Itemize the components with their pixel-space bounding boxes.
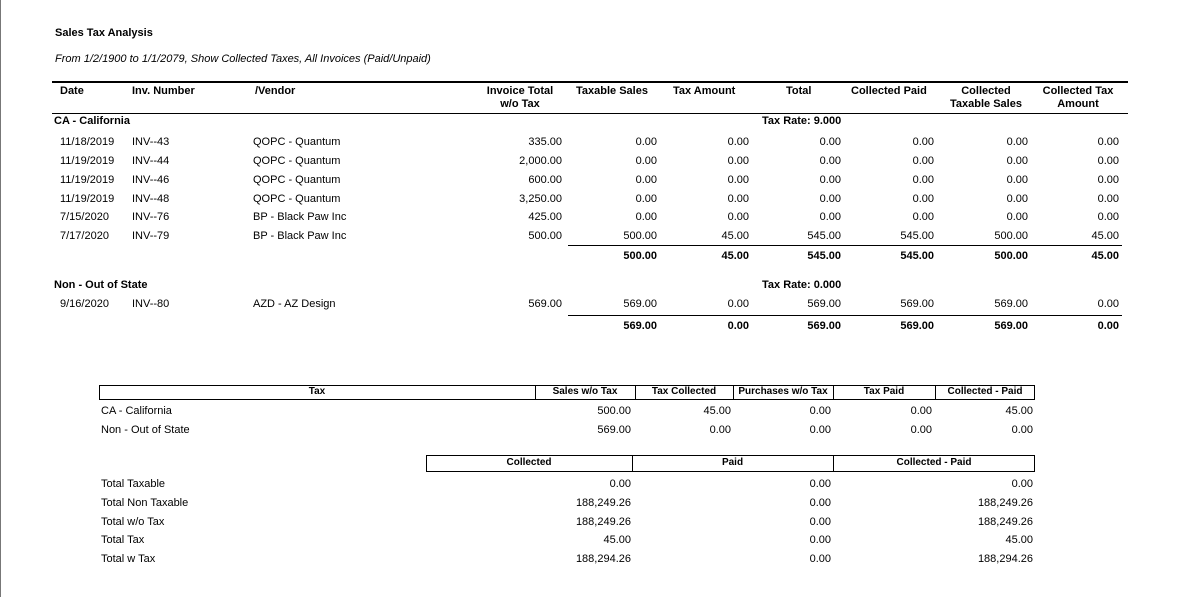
summary-col-tax-paid: Tax Paid [863, 386, 905, 397]
totals-col-paid: Paid [721, 457, 744, 468]
cell-collected-paid: 569.00 [900, 298, 934, 310]
summary-sales-wo-tax: 500.00 [597, 405, 631, 417]
totals-collected-paid: 188,249.26 [977, 516, 1033, 528]
cell-tax-amount: 0.00 [727, 155, 749, 167]
cell-collected-paid: 0.00 [912, 136, 934, 148]
cell-collected-tax: 0.00 [1097, 193, 1119, 205]
total-total: 569.00 [807, 320, 841, 332]
cell-tax-amount: 0.00 [727, 136, 749, 148]
totals-label: Total Tax [101, 534, 145, 546]
cell-total: 0.00 [819, 136, 841, 148]
header-bottom-rule [52, 113, 1128, 114]
cell-date: 9/16/2020 [60, 298, 109, 310]
group-total-rule [568, 245, 1122, 246]
totals-row [0, 553, 1190, 571]
totals-collected-paid: 188,294.26 [977, 553, 1033, 565]
totals-paid: 0.00 [809, 478, 831, 490]
summary-tax-paid: 0.00 [910, 424, 932, 436]
cell-taxable-sales: 0.00 [635, 155, 657, 167]
cell-total: 0.00 [819, 174, 841, 186]
table-row [0, 211, 1190, 229]
totals-paid: 0.00 [809, 516, 831, 528]
total-collected-taxable: 569.00 [994, 320, 1028, 332]
cell-vendor: AZD - AZ Design [253, 298, 336, 310]
col-collected-taxable-line2: Taxable Sales [950, 98, 1022, 110]
cell-inv: INV--80 [132, 298, 170, 310]
col-inv-number: Inv. Number [132, 85, 195, 97]
group-total-row [0, 320, 1190, 338]
group-name: Non - Out of State [54, 279, 148, 291]
group-name: CA - California [54, 115, 130, 127]
cell-collected-paid: 0.00 [912, 174, 934, 186]
total-total: 545.00 [807, 250, 841, 262]
cell-invoice-total: 335.00 [528, 136, 562, 148]
group-total-rule [568, 315, 1122, 316]
cell-taxable-sales: 500.00 [623, 230, 657, 242]
total-collected-tax: 45.00 [1091, 250, 1119, 262]
cell-total: 545.00 [807, 230, 841, 242]
table-row [0, 136, 1190, 154]
total-tax-amount: 0.00 [727, 320, 749, 332]
cell-inv: INV--48 [132, 193, 170, 205]
totals-label: Total w Tax [101, 553, 156, 565]
cell-collected-taxable: 0.00 [1006, 211, 1028, 223]
totals-row [0, 534, 1190, 552]
cell-vendor: QOPC - Quantum [253, 174, 341, 186]
totals-collected: 188,249.26 [575, 497, 631, 509]
totals-row [0, 516, 1190, 534]
cell-collected-tax: 0.00 [1097, 298, 1119, 310]
cell-collected-taxable: 0.00 [1006, 136, 1028, 148]
total-taxable-sales: 500.00 [623, 250, 657, 262]
summary-sales-wo-tax: 569.00 [597, 424, 631, 436]
summary-col-purchases-wo-tax: Purchases w/o Tax [738, 386, 828, 397]
summary-col-sales-wo-tax: Sales w/o Tax [552, 386, 618, 397]
summary-tax-collected: 0.00 [709, 424, 731, 436]
cell-vendor: BP - Black Paw Inc [253, 211, 347, 223]
summary-col-tax: Tax [308, 386, 326, 397]
cell-tax-amount: 0.00 [727, 211, 749, 223]
col-vendor: /Vendor [255, 85, 296, 97]
tax-rate: Tax Rate: 9.000 [762, 115, 842, 127]
header-top-rule [52, 81, 1128, 83]
cell-invoice-total: 500.00 [528, 230, 562, 242]
totals-paid: 0.00 [809, 497, 831, 509]
summary-tax-collected: 45.00 [703, 405, 731, 417]
cell-vendor: QOPC - Quantum [253, 155, 341, 167]
totals-label: Total Taxable [101, 478, 166, 490]
table-row [0, 174, 1190, 192]
col-invoice-total-line1: Invoice Total [486, 85, 554, 97]
summary-purchases-wo-tax: 0.00 [809, 405, 831, 417]
cell-collected-tax: 0.00 [1097, 155, 1119, 167]
totals-row [0, 478, 1190, 496]
total-collected-tax: 0.00 [1097, 320, 1119, 332]
cell-inv: INV--46 [132, 174, 170, 186]
cell-collected-tax: 0.00 [1097, 211, 1119, 223]
totals-collected: 188,294.26 [575, 553, 631, 565]
totals-collected-paid: 45.00 [1005, 534, 1033, 546]
cell-date: 7/15/2020 [60, 211, 109, 223]
total-tax-amount: 45.00 [721, 250, 749, 262]
cell-total: 0.00 [819, 211, 841, 223]
cell-collected-taxable: 500.00 [994, 230, 1028, 242]
totals-collected: 45.00 [603, 534, 631, 546]
totals-collected: 188,249.26 [575, 516, 631, 528]
totals-col-collected: Collected [506, 457, 552, 468]
col-collected-tax-line2: Amount [1057, 98, 1099, 110]
cell-tax-amount: 0.00 [727, 193, 749, 205]
summary-tax-name: CA - California [101, 405, 172, 417]
cell-inv: INV--43 [132, 136, 170, 148]
cell-collected-paid: 545.00 [900, 230, 934, 242]
summary-collected-paid: 45.00 [1005, 405, 1033, 417]
cell-total: 0.00 [819, 193, 841, 205]
table-row [0, 298, 1190, 316]
totals-col-collected-paid: Collected - Paid [896, 457, 972, 468]
totals-collected: 0.00 [609, 478, 631, 490]
cell-date: 11/18/2019 [60, 136, 115, 148]
cell-tax-amount: 0.00 [727, 174, 749, 186]
cell-total: 569.00 [807, 298, 841, 310]
table-row [0, 193, 1190, 211]
cell-invoice-total: 569.00 [528, 298, 562, 310]
totals-collected-paid: 0.00 [1011, 478, 1033, 490]
cell-taxable-sales: 0.00 [635, 193, 657, 205]
cell-invoice-total: 425.00 [528, 211, 562, 223]
cell-collected-tax: 45.00 [1091, 230, 1119, 242]
cell-collected-taxable: 569.00 [994, 298, 1028, 310]
totals-collected-paid: 188,249.26 [977, 497, 1033, 509]
cell-invoice-total: 600.00 [528, 174, 562, 186]
cell-invoice-total: 2,000.00 [519, 155, 562, 167]
summary-tax-name: Non - Out of State [101, 424, 190, 436]
cell-taxable-sales: 569.00 [623, 298, 657, 310]
report-subtitle: From 1/2/1900 to 1/1/2079, Show Collected Taxes, All Invoices (Paid/Unpaid) [55, 53, 431, 65]
summary-col-collected-paid: Collected - Paid [947, 386, 1023, 397]
totals-paid: 0.00 [809, 534, 831, 546]
group-total-row [0, 250, 1190, 268]
cell-total: 0.00 [819, 155, 841, 167]
cell-collected-tax: 0.00 [1097, 174, 1119, 186]
col-collected-paid: Collected Paid [851, 85, 927, 97]
cell-inv: INV--44 [132, 155, 170, 167]
cell-taxable-sales: 0.00 [635, 136, 657, 148]
cell-tax-amount: 0.00 [727, 298, 749, 310]
cell-collected-paid: 0.00 [912, 193, 934, 205]
col-collected-tax [1030, 85, 1126, 111]
cell-date: 11/19/2019 [60, 174, 115, 186]
report-title: Sales Tax Analysis [55, 27, 153, 39]
cell-taxable-sales: 0.00 [635, 211, 657, 223]
totals-label: Total Non Taxable [101, 497, 189, 509]
col-invoice-total [475, 85, 565, 111]
cell-vendor: BP - Black Paw Inc [253, 230, 347, 242]
col-date: Date [60, 85, 84, 97]
summary-collected-paid: 0.00 [1011, 424, 1033, 436]
col-invoice-total-line2: w/o Tax [500, 98, 540, 110]
cell-collected-taxable: 0.00 [1006, 193, 1028, 205]
cell-date: 7/17/2020 [60, 230, 109, 242]
col-total: Total [786, 85, 812, 97]
cell-taxable-sales: 0.00 [635, 174, 657, 186]
col-collected-tax-line1: Collected Tax [1042, 85, 1114, 97]
table-row [0, 155, 1190, 173]
col-tax-amount: Tax Amount [673, 85, 736, 97]
cell-tax-amount: 45.00 [721, 230, 749, 242]
cell-inv: INV--79 [132, 230, 170, 242]
tax-rate: Tax Rate: 0.000 [762, 279, 842, 291]
col-collected-taxable [940, 85, 1032, 111]
col-collected-taxable-line1: Collected [961, 85, 1011, 97]
cell-vendor: QOPC - Quantum [253, 193, 341, 205]
cell-collected-paid: 0.00 [912, 211, 934, 223]
summary-row [0, 405, 1190, 423]
total-collected-paid: 545.00 [900, 250, 934, 262]
total-collected-paid: 569.00 [900, 320, 934, 332]
cell-collected-paid: 0.00 [912, 155, 934, 167]
cell-collected-taxable: 0.00 [1006, 174, 1028, 186]
cell-vendor: QOPC - Quantum [253, 136, 341, 148]
summary-col-tax-collected: Tax Collected [651, 386, 717, 397]
cell-invoice-total: 3,250.00 [519, 193, 562, 205]
col-taxable-sales: Taxable Sales [576, 85, 648, 97]
summary-purchases-wo-tax: 0.00 [809, 424, 831, 436]
summary-tax-paid: 0.00 [910, 405, 932, 417]
summary-row [0, 424, 1190, 442]
totals-label: Total w/o Tax [101, 516, 165, 528]
cell-inv: INV--76 [132, 211, 170, 223]
total-taxable-sales: 569.00 [623, 320, 657, 332]
total-collected-taxable: 500.00 [994, 250, 1028, 262]
totals-paid: 0.00 [809, 553, 831, 565]
cell-collected-tax: 0.00 [1097, 136, 1119, 148]
totals-row [0, 497, 1190, 515]
cell-date: 11/19/2019 [60, 155, 115, 167]
cell-collected-taxable: 0.00 [1006, 155, 1028, 167]
cell-date: 11/19/2019 [60, 193, 115, 205]
